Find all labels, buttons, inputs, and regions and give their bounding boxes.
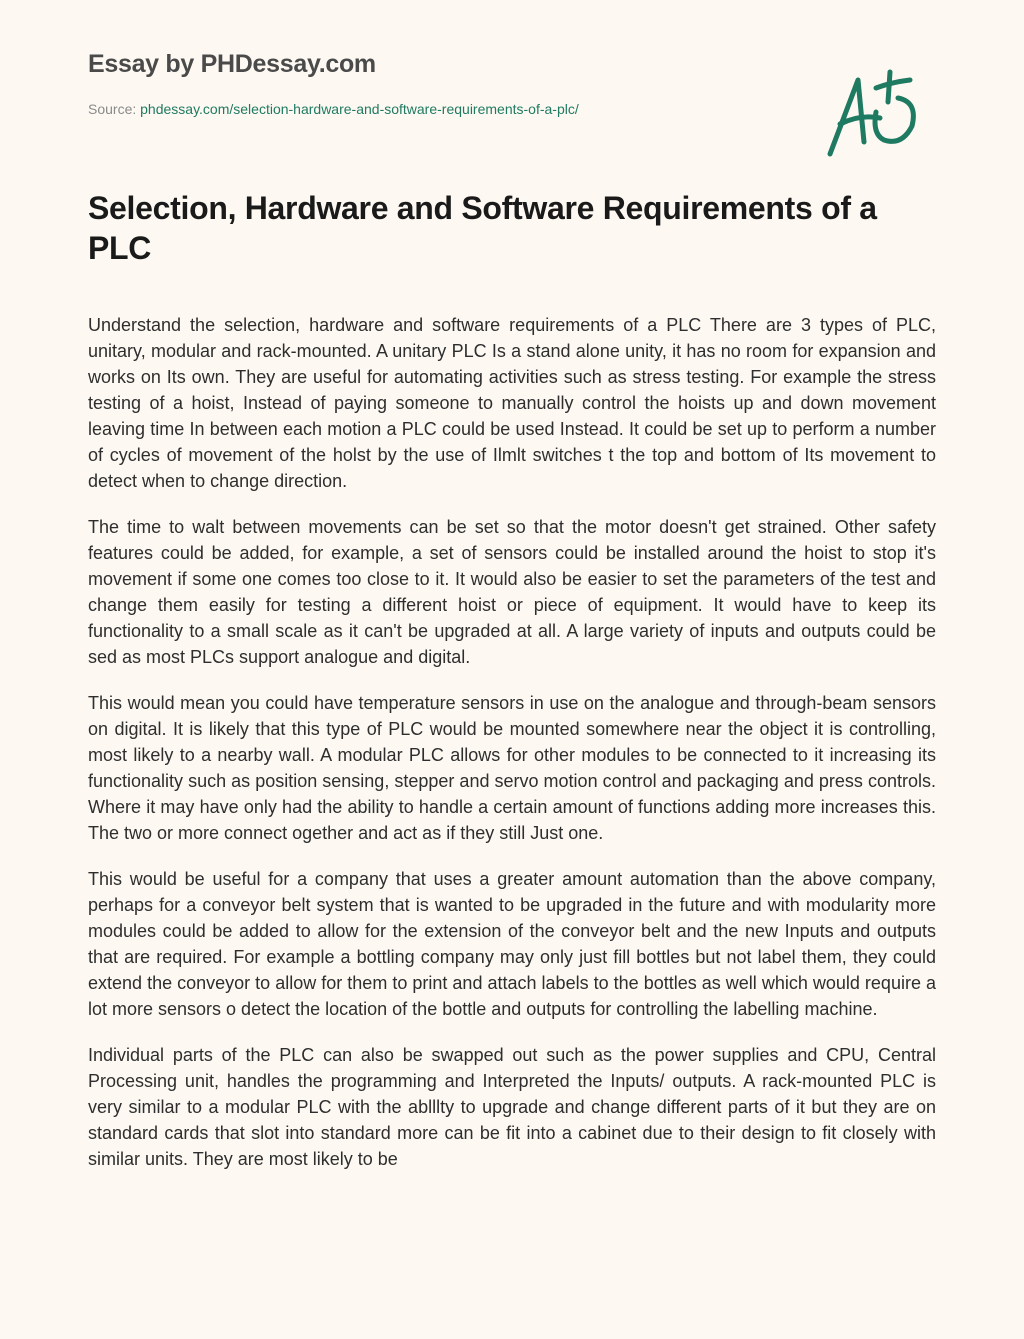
a-plus-logo-icon <box>820 62 930 162</box>
brand-title: Essay by PHDessay.com <box>88 50 376 78</box>
source-label: Source: <box>88 101 137 117</box>
essay-paragraph: Understand the selection, hardware and software requirements of a PLC There are 3 types of PLC, unitary, modular and rack-mounted. A unitary PLC Is a stand alone unity, it has no room for expansion and works on Its own. They are useful for automating activities such as stress testing. For example the stress testing of a hoist, Instead of paying someone to manually control the hoists up and down movement leaving time In between each motion a PLC could be used Instead. It could be set up to perform a number of cycles of movement of the holst by the use of Ilmlt switches t the top and bottom of Its movement to detect when to change direction. <box>88 315 936 491</box>
essay-title: Selection, Hardware and Software Requirements of a PLC <box>88 190 877 266</box>
essay-paragraph: Individual parts of the PLC can also be swapped out such as the power supplies and CPU, Central Processing unit, handles the programming and Interpreted the Inputs/ outputs. A rack-mounted PLC is very similar to a modular PLC with the ablllty to upgrade and change different parts of it but they are on standard cards that slot into standard more can be fit into a cabinet due to their design to fit closely with similar units. They are most likely to be <box>88 1045 936 1169</box>
essay-paragraph: This would mean you could have temperature sensors in use on the analogue and through-beam sensors on digital. It is likely that this type of PLC would be mounted somewhere near the object it is controlling, most likely to a nearby wall. A modular PLC allows for other modules to be connected to it increasing its functionality such as position sensing, stepper and servo motion control and packaging and press controls. Where it may have only had the ability to handle a certain amount of functions adding more increases this. The two or more connect ogether and act as if they still Just one. <box>88 693 936 843</box>
essay-body <box>88 312 936 1290</box>
essay-paragraph: The time to walt between movements can be set so that the motor doesn't get strained. Other safety features could be added, for example, a set of sensors could be installed around the hoist to stop it's movement if some one comes too close to it. It would also be easier to set the parameters of the test and change them easily for testing a different hoist or piece of equipment. It would have to keep its functionality to a small scale as it can't be upgraded at all. A large variety of inputs and outputs could be sed as most PLCs support analogue and digital. <box>88 517 936 667</box>
source-link[interactable]: phdessay.com/selection-hardware-and-software-requirements-of-a-plc/ <box>140 101 579 117</box>
source-line <box>88 101 579 117</box>
essay-paragraph: This would be useful for a company that uses a greater amount automation than the above company, perhaps for a conveyor belt system that is wanted to be upgraded in the future and with modularity more modules could be added to allow for the extension of the conveyor belt and the new Inputs and outputs that are required. For example a bottling company may only just fill bottles but not label them, they could extend the conveyor to allow for them to print and attach labels to the bottles as well which would require a lot more sensors o detect the location of the bottle and outputs for controlling the labelling machine. <box>88 869 936 1019</box>
